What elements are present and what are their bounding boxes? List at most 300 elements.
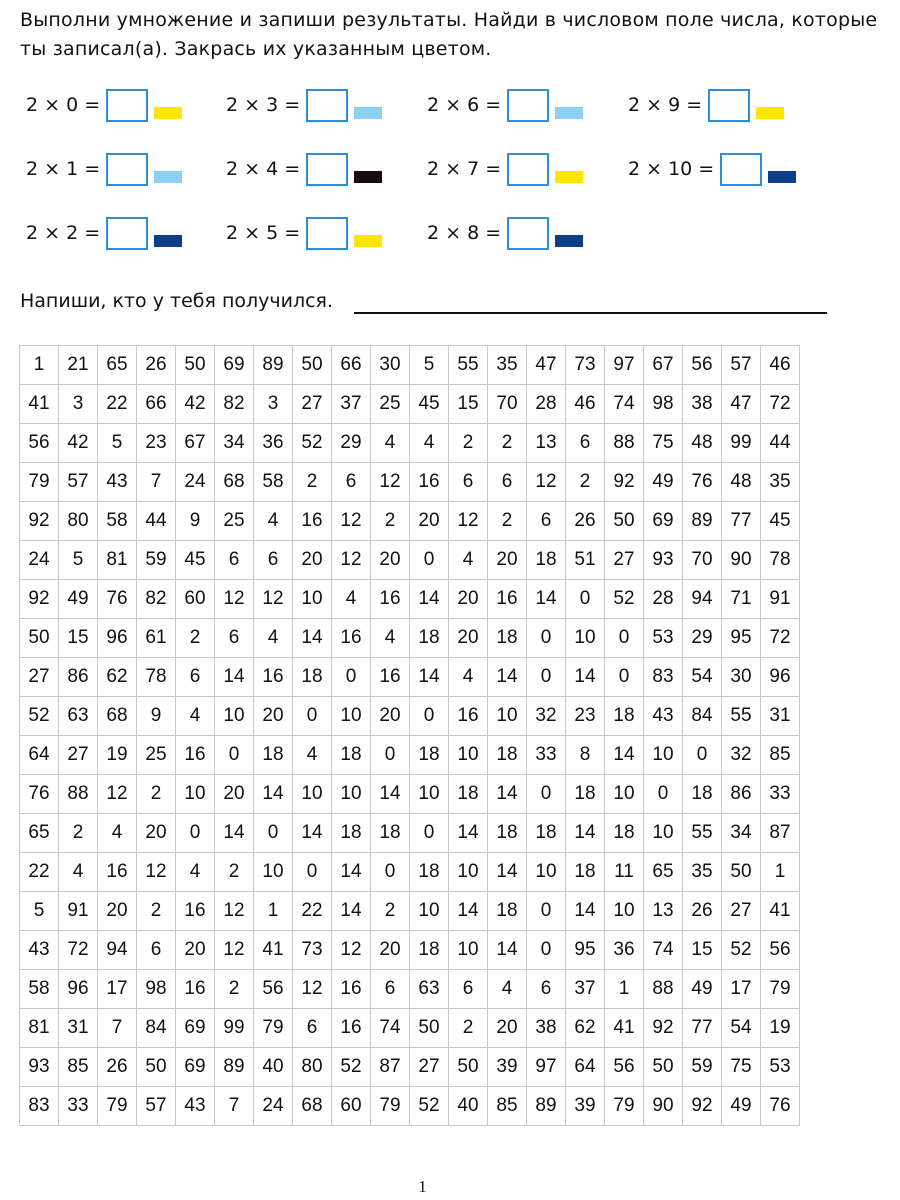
grid-cell[interactable]: 4 (176, 853, 215, 892)
grid-cell[interactable]: 76 (683, 463, 722, 502)
grid-cell[interactable]: 10 (254, 853, 293, 892)
grid-cell[interactable]: 10 (605, 775, 644, 814)
grid-cell[interactable]: 52 (332, 1048, 371, 1087)
grid-cell[interactable]: 49 (59, 580, 98, 619)
answer-box[interactable] (106, 217, 148, 250)
grid-cell[interactable]: 98 (644, 385, 683, 424)
grid-cell[interactable]: 80 (59, 502, 98, 541)
grid-cell[interactable]: 18 (488, 892, 527, 931)
grid-cell[interactable]: 4 (449, 541, 488, 580)
grid-cell[interactable]: 1 (254, 892, 293, 931)
grid-cell[interactable]: 20 (293, 541, 332, 580)
grid-cell[interactable]: 20 (137, 814, 176, 853)
grid-cell[interactable]: 48 (683, 424, 722, 463)
grid-cell[interactable]: 18 (566, 853, 605, 892)
grid-cell[interactable]: 50 (410, 1009, 449, 1048)
grid-cell[interactable]: 96 (98, 619, 137, 658)
grid-cell[interactable]: 58 (20, 970, 59, 1009)
grid-cell[interactable]: 88 (605, 424, 644, 463)
grid-cell[interactable]: 72 (59, 931, 98, 970)
grid-cell[interactable]: 7 (215, 1087, 254, 1126)
grid-cell[interactable]: 12 (137, 853, 176, 892)
grid-cell[interactable]: 33 (527, 736, 566, 775)
grid-cell[interactable]: 12 (215, 892, 254, 931)
grid-cell[interactable]: 70 (683, 541, 722, 580)
grid-cell[interactable]: 10 (293, 580, 332, 619)
grid-cell[interactable]: 27 (20, 658, 59, 697)
grid-cell[interactable]: 92 (20, 502, 59, 541)
grid-cell[interactable]: 65 (644, 853, 683, 892)
grid-cell[interactable]: 10 (410, 775, 449, 814)
grid-cell[interactable]: 14 (449, 892, 488, 931)
grid-cell[interactable]: 70 (488, 385, 527, 424)
grid-cell[interactable]: 81 (20, 1009, 59, 1048)
answer-box[interactable] (306, 89, 348, 122)
grid-cell[interactable]: 15 (59, 619, 98, 658)
grid-cell[interactable]: 4 (98, 814, 137, 853)
grid-cell[interactable]: 72 (761, 385, 800, 424)
grid-cell[interactable]: 2 (371, 502, 410, 541)
grid-cell[interactable]: 20 (488, 1009, 527, 1048)
grid-cell[interactable]: 0 (527, 775, 566, 814)
grid-cell[interactable]: 26 (137, 346, 176, 385)
grid-cell[interactable]: 31 (59, 1009, 98, 1048)
grid-cell[interactable]: 18 (488, 814, 527, 853)
grid-cell[interactable]: 57 (59, 463, 98, 502)
grid-cell[interactable]: 86 (722, 775, 761, 814)
grid-cell[interactable]: 86 (59, 658, 98, 697)
grid-cell[interactable]: 5 (20, 892, 59, 931)
grid-cell[interactable]: 16 (449, 697, 488, 736)
grid-cell[interactable]: 39 (488, 1048, 527, 1087)
grid-cell[interactable]: 20 (449, 619, 488, 658)
grid-cell[interactable]: 64 (20, 736, 59, 775)
answer-box[interactable] (106, 153, 148, 186)
grid-cell[interactable]: 82 (215, 385, 254, 424)
grid-cell[interactable]: 34 (215, 424, 254, 463)
grid-cell[interactable]: 10 (410, 892, 449, 931)
grid-cell[interactable]: 20 (176, 931, 215, 970)
grid-cell[interactable]: 10 (644, 736, 683, 775)
grid-cell[interactable]: 20 (410, 502, 449, 541)
grid-cell[interactable]: 17 (98, 970, 137, 1009)
grid-cell[interactable]: 14 (332, 853, 371, 892)
grid-cell[interactable]: 14 (449, 814, 488, 853)
grid-cell[interactable]: 74 (605, 385, 644, 424)
grid-cell[interactable]: 14 (215, 658, 254, 697)
grid-cell[interactable]: 26 (683, 892, 722, 931)
grid-cell[interactable]: 50 (176, 346, 215, 385)
grid-cell[interactable]: 15 (449, 385, 488, 424)
grid-cell[interactable]: 1 (20, 346, 59, 385)
grid-cell[interactable]: 58 (254, 463, 293, 502)
grid-cell[interactable]: 0 (527, 658, 566, 697)
grid-cell[interactable]: 52 (722, 931, 761, 970)
grid-cell[interactable]: 2 (215, 853, 254, 892)
grid-cell[interactable]: 14 (566, 658, 605, 697)
grid-cell[interactable]: 18 (293, 658, 332, 697)
grid-cell[interactable]: 23 (137, 424, 176, 463)
grid-cell[interactable]: 15 (683, 931, 722, 970)
grid-cell[interactable]: 50 (449, 1048, 488, 1087)
grid-cell[interactable]: 14 (254, 775, 293, 814)
grid-cell[interactable]: 12 (371, 463, 410, 502)
grid-cell[interactable]: 33 (59, 1087, 98, 1126)
grid-cell[interactable]: 4 (293, 736, 332, 775)
grid-cell[interactable]: 59 (137, 541, 176, 580)
grid-cell[interactable]: 0 (371, 853, 410, 892)
grid-cell[interactable]: 6 (332, 463, 371, 502)
grid-cell[interactable]: 43 (20, 931, 59, 970)
grid-cell[interactable]: 29 (683, 619, 722, 658)
grid-cell[interactable]: 5 (98, 424, 137, 463)
grid-cell[interactable]: 54 (683, 658, 722, 697)
grid-cell[interactable]: 53 (644, 619, 683, 658)
grid-cell[interactable]: 68 (215, 463, 254, 502)
grid-cell[interactable]: 79 (761, 970, 800, 1009)
grid-cell[interactable]: 49 (722, 1087, 761, 1126)
grid-cell[interactable]: 89 (254, 346, 293, 385)
grid-cell[interactable]: 92 (20, 580, 59, 619)
grid-cell[interactable]: 42 (59, 424, 98, 463)
grid-cell[interactable]: 50 (644, 1048, 683, 1087)
grid-cell[interactable]: 52 (605, 580, 644, 619)
grid-cell[interactable]: 4 (254, 619, 293, 658)
grid-cell[interactable]: 27 (59, 736, 98, 775)
grid-cell[interactable]: 56 (761, 931, 800, 970)
grid-cell[interactable]: 66 (332, 346, 371, 385)
grid-cell[interactable]: 83 (20, 1087, 59, 1126)
grid-cell[interactable]: 71 (722, 580, 761, 619)
grid-cell[interactable]: 16 (176, 970, 215, 1009)
grid-cell[interactable]: 72 (761, 619, 800, 658)
grid-cell[interactable]: 6 (449, 463, 488, 502)
grid-cell[interactable]: 14 (410, 580, 449, 619)
grid-cell[interactable]: 74 (644, 931, 683, 970)
grid-cell[interactable]: 6 (176, 658, 215, 697)
grid-cell[interactable]: 2 (293, 463, 332, 502)
grid-cell[interactable]: 41 (254, 931, 293, 970)
grid-cell[interactable]: 37 (332, 385, 371, 424)
grid-cell[interactable]: 6 (371, 970, 410, 1009)
grid-cell[interactable]: 36 (254, 424, 293, 463)
grid-cell[interactable]: 47 (722, 385, 761, 424)
grid-cell[interactable]: 11 (605, 853, 644, 892)
grid-cell[interactable]: 48 (722, 463, 761, 502)
grid-cell[interactable]: 73 (566, 346, 605, 385)
grid-cell[interactable]: 97 (527, 1048, 566, 1087)
grid-cell[interactable]: 26 (566, 502, 605, 541)
grid-cell[interactable]: 27 (722, 892, 761, 931)
grid-cell[interactable]: 19 (761, 1009, 800, 1048)
grid-cell[interactable]: 18 (332, 736, 371, 775)
grid-cell[interactable]: 78 (137, 658, 176, 697)
grid-cell[interactable]: 0 (410, 697, 449, 736)
grid-cell[interactable]: 60 (176, 580, 215, 619)
grid-cell[interactable]: 69 (176, 1009, 215, 1048)
grid-cell[interactable]: 0 (683, 736, 722, 775)
grid-cell[interactable]: 76 (98, 580, 137, 619)
grid-cell[interactable]: 45 (410, 385, 449, 424)
grid-cell[interactable]: 30 (371, 346, 410, 385)
grid-cell[interactable]: 16 (332, 1009, 371, 1048)
grid-cell[interactable]: 82 (137, 580, 176, 619)
grid-cell[interactable]: 43 (98, 463, 137, 502)
grid-cell[interactable]: 57 (722, 346, 761, 385)
grid-cell[interactable]: 0 (254, 814, 293, 853)
grid-cell[interactable]: 28 (644, 580, 683, 619)
answer-box[interactable] (306, 153, 348, 186)
answer-box[interactable] (720, 153, 762, 186)
grid-cell[interactable]: 18 (410, 736, 449, 775)
grid-cell[interactable]: 0 (527, 619, 566, 658)
grid-cell[interactable]: 6 (215, 619, 254, 658)
grid-cell[interactable]: 53 (761, 1048, 800, 1087)
grid-cell[interactable]: 12 (98, 775, 137, 814)
grid-cell[interactable]: 38 (683, 385, 722, 424)
grid-cell[interactable]: 6 (254, 541, 293, 580)
grid-cell[interactable]: 4 (371, 424, 410, 463)
grid-cell[interactable]: 10 (449, 931, 488, 970)
grid-cell[interactable]: 26 (98, 1048, 137, 1087)
grid-cell[interactable]: 32 (527, 697, 566, 736)
grid-cell[interactable]: 33 (761, 775, 800, 814)
grid-cell[interactable]: 18 (371, 814, 410, 853)
grid-cell[interactable]: 20 (488, 541, 527, 580)
grid-cell[interactable]: 63 (410, 970, 449, 1009)
grid-cell[interactable]: 2 (137, 775, 176, 814)
grid-cell[interactable]: 25 (371, 385, 410, 424)
grid-cell[interactable]: 24 (20, 541, 59, 580)
grid-cell[interactable]: 78 (761, 541, 800, 580)
grid-cell[interactable]: 6 (215, 541, 254, 580)
grid-cell[interactable]: 88 (59, 775, 98, 814)
grid-cell[interactable]: 12 (332, 502, 371, 541)
grid-cell[interactable]: 18 (410, 931, 449, 970)
grid-cell[interactable]: 38 (527, 1009, 566, 1048)
grid-cell[interactable]: 43 (644, 697, 683, 736)
grid-cell[interactable]: 52 (20, 697, 59, 736)
grid-cell[interactable]: 45 (176, 541, 215, 580)
grid-cell[interactable]: 2 (488, 502, 527, 541)
grid-cell[interactable]: 87 (371, 1048, 410, 1087)
grid-cell[interactable]: 31 (761, 697, 800, 736)
grid-cell[interactable]: 16 (371, 658, 410, 697)
grid-cell[interactable]: 2 (371, 892, 410, 931)
grid-cell[interactable]: 27 (293, 385, 332, 424)
grid-cell[interactable]: 35 (488, 346, 527, 385)
grid-cell[interactable]: 0 (605, 658, 644, 697)
grid-cell[interactable]: 62 (98, 658, 137, 697)
grid-cell[interactable]: 0 (566, 580, 605, 619)
grid-cell[interactable]: 6 (293, 1009, 332, 1048)
grid-cell[interactable]: 6 (566, 424, 605, 463)
grid-cell[interactable]: 17 (722, 970, 761, 1009)
grid-cell[interactable]: 0 (332, 658, 371, 697)
grid-cell[interactable]: 12 (332, 931, 371, 970)
answer-line[interactable] (354, 312, 827, 314)
grid-cell[interactable]: 14 (371, 775, 410, 814)
grid-cell[interactable]: 94 (98, 931, 137, 970)
grid-cell[interactable]: 5 (59, 541, 98, 580)
grid-cell[interactable]: 59 (683, 1048, 722, 1087)
grid-cell[interactable]: 51 (566, 541, 605, 580)
grid-cell[interactable]: 4 (488, 970, 527, 1009)
grid-cell[interactable]: 74 (371, 1009, 410, 1048)
grid-cell[interactable]: 27 (605, 541, 644, 580)
grid-cell[interactable]: 64 (566, 1048, 605, 1087)
grid-cell[interactable]: 16 (254, 658, 293, 697)
grid-cell[interactable]: 41 (20, 385, 59, 424)
grid-cell[interactable]: 6 (527, 502, 566, 541)
grid-cell[interactable]: 2 (59, 814, 98, 853)
grid-cell[interactable]: 79 (20, 463, 59, 502)
grid-cell[interactable]: 30 (722, 658, 761, 697)
grid-cell[interactable]: 87 (761, 814, 800, 853)
grid-cell[interactable]: 13 (527, 424, 566, 463)
grid-cell[interactable]: 10 (332, 775, 371, 814)
grid-cell[interactable]: 20 (371, 931, 410, 970)
grid-cell[interactable]: 99 (215, 1009, 254, 1048)
grid-cell[interactable]: 68 (293, 1087, 332, 1126)
grid-cell[interactable]: 12 (215, 580, 254, 619)
grid-cell[interactable]: 85 (488, 1087, 527, 1126)
grid-cell[interactable]: 6 (527, 970, 566, 1009)
grid-cell[interactable]: 16 (176, 736, 215, 775)
grid-cell[interactable]: 4 (371, 619, 410, 658)
grid-cell[interactable]: 18 (254, 736, 293, 775)
grid-cell[interactable]: 55 (683, 814, 722, 853)
grid-cell[interactable]: 84 (137, 1009, 176, 1048)
grid-cell[interactable]: 0 (293, 853, 332, 892)
grid-cell[interactable]: 42 (176, 385, 215, 424)
grid-cell[interactable]: 44 (761, 424, 800, 463)
grid-cell[interactable]: 20 (371, 541, 410, 580)
answer-box[interactable] (507, 89, 549, 122)
grid-cell[interactable]: 14 (488, 931, 527, 970)
grid-cell[interactable]: 18 (566, 775, 605, 814)
grid-cell[interactable]: 16 (332, 619, 371, 658)
grid-cell[interactable]: 50 (137, 1048, 176, 1087)
grid-cell[interactable]: 14 (605, 736, 644, 775)
grid-cell[interactable]: 52 (410, 1087, 449, 1126)
grid-cell[interactable]: 29 (332, 424, 371, 463)
grid-cell[interactable]: 16 (371, 580, 410, 619)
grid-cell[interactable]: 56 (683, 346, 722, 385)
grid-cell[interactable]: 12 (332, 541, 371, 580)
grid-cell[interactable]: 73 (293, 931, 332, 970)
grid-cell[interactable]: 18 (410, 853, 449, 892)
grid-cell[interactable]: 6 (137, 931, 176, 970)
grid-cell[interactable]: 14 (566, 892, 605, 931)
grid-cell[interactable]: 95 (722, 619, 761, 658)
grid-cell[interactable]: 52 (293, 424, 332, 463)
grid-cell[interactable]: 45 (761, 502, 800, 541)
grid-cell[interactable]: 12 (527, 463, 566, 502)
grid-cell[interactable]: 91 (59, 892, 98, 931)
grid-cell[interactable]: 46 (566, 385, 605, 424)
grid-cell[interactable]: 83 (644, 658, 683, 697)
grid-cell[interactable]: 27 (410, 1048, 449, 1087)
grid-cell[interactable]: 2 (449, 1009, 488, 1048)
grid-cell[interactable]: 76 (20, 775, 59, 814)
grid-cell[interactable]: 14 (215, 814, 254, 853)
grid-cell[interactable]: 14 (527, 580, 566, 619)
grid-cell[interactable]: 81 (98, 541, 137, 580)
grid-cell[interactable]: 35 (683, 853, 722, 892)
grid-cell[interactable]: 14 (332, 892, 371, 931)
grid-cell[interactable]: 65 (20, 814, 59, 853)
grid-cell[interactable]: 19 (98, 736, 137, 775)
grid-cell[interactable]: 12 (449, 502, 488, 541)
grid-cell[interactable]: 10 (527, 853, 566, 892)
grid-cell[interactable]: 69 (215, 346, 254, 385)
grid-cell[interactable]: 24 (176, 463, 215, 502)
grid-cell[interactable]: 84 (683, 697, 722, 736)
grid-cell[interactable]: 75 (722, 1048, 761, 1087)
grid-cell[interactable]: 4 (176, 697, 215, 736)
grid-cell[interactable]: 85 (59, 1048, 98, 1087)
grid-cell[interactable]: 80 (293, 1048, 332, 1087)
grid-cell[interactable]: 93 (644, 541, 683, 580)
grid-cell[interactable]: 18 (605, 814, 644, 853)
grid-cell[interactable]: 65 (98, 346, 137, 385)
grid-cell[interactable]: 56 (20, 424, 59, 463)
grid-cell[interactable]: 6 (488, 463, 527, 502)
grid-cell[interactable]: 99 (722, 424, 761, 463)
grid-cell[interactable]: 12 (215, 931, 254, 970)
grid-cell[interactable]: 4 (59, 853, 98, 892)
grid-cell[interactable]: 0 (410, 541, 449, 580)
grid-cell[interactable]: 92 (683, 1087, 722, 1126)
grid-cell[interactable]: 25 (215, 502, 254, 541)
grid-cell[interactable]: 55 (722, 697, 761, 736)
grid-cell[interactable]: 0 (176, 814, 215, 853)
grid-cell[interactable]: 18 (449, 775, 488, 814)
grid-cell[interactable]: 96 (761, 658, 800, 697)
grid-cell[interactable]: 10 (215, 697, 254, 736)
grid-cell[interactable]: 16 (488, 580, 527, 619)
grid-cell[interactable]: 95 (566, 931, 605, 970)
grid-cell[interactable]: 16 (332, 970, 371, 1009)
grid-cell[interactable]: 14 (488, 853, 527, 892)
grid-cell[interactable]: 20 (98, 892, 137, 931)
grid-cell[interactable]: 10 (566, 619, 605, 658)
grid-cell[interactable]: 18 (488, 619, 527, 658)
grid-cell[interactable]: 47 (527, 346, 566, 385)
grid-cell[interactable]: 67 (176, 424, 215, 463)
grid-cell[interactable]: 77 (683, 1009, 722, 1048)
grid-cell[interactable]: 39 (566, 1087, 605, 1126)
grid-cell[interactable]: 54 (722, 1009, 761, 1048)
grid-cell[interactable]: 22 (293, 892, 332, 931)
grid-cell[interactable]: 16 (410, 463, 449, 502)
grid-cell[interactable]: 35 (761, 463, 800, 502)
grid-cell[interactable]: 21 (59, 346, 98, 385)
grid-cell[interactable]: 9 (137, 697, 176, 736)
grid-cell[interactable]: 43 (176, 1087, 215, 1126)
grid-cell[interactable]: 97 (605, 346, 644, 385)
grid-cell[interactable]: 57 (137, 1087, 176, 1126)
grid-cell[interactable]: 49 (683, 970, 722, 1009)
grid-cell[interactable]: 2 (488, 424, 527, 463)
grid-cell[interactable]: 69 (644, 502, 683, 541)
grid-cell[interactable]: 67 (644, 346, 683, 385)
grid-cell[interactable]: 90 (722, 541, 761, 580)
grid-cell[interactable]: 3 (254, 385, 293, 424)
answer-box[interactable] (507, 217, 549, 250)
grid-cell[interactable]: 16 (176, 892, 215, 931)
